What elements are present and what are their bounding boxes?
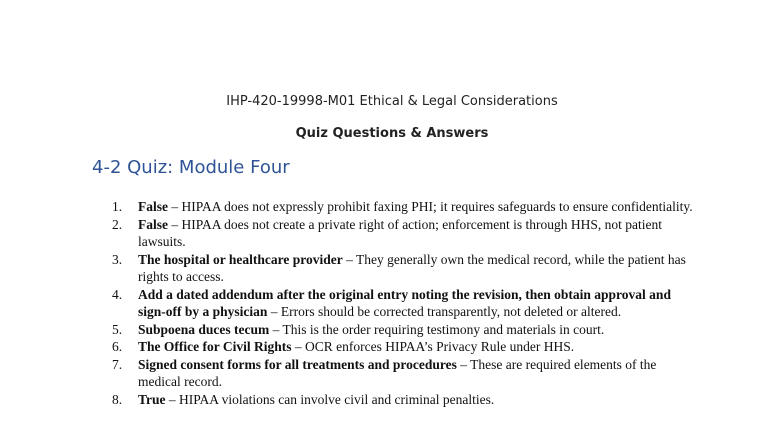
item-number: 5. [112, 321, 123, 337]
section-heading: 4-2 Quiz: Module Four [92, 157, 290, 178]
list-item [92, 391, 702, 409]
answer-key: False [138, 216, 168, 232]
answer-explanation: – HIPAA does not expressly prohibit faxing PHI; it requires safeguards to ensure confidentiality. [168, 199, 693, 214]
answer-key: Add a dated addendum after the original entry noting the revision, then obtain approval and sign-off by a physician [138, 286, 671, 319]
item-number: 1. [112, 199, 123, 214]
answer-key: Subpoena duces tecum [138, 321, 270, 337]
answer-explanation: – They generally own the medical record, while the patient has rights to access. [138, 251, 686, 284]
list-item [92, 251, 702, 286]
answer-explanation: – These are required elements of the medical record. [138, 356, 657, 389]
item-number: 7. [112, 356, 123, 372]
list-item [92, 356, 702, 391]
document-title: IHP-420-19998-M01 Ethical & Legal Considerations [226, 94, 558, 109]
item-number: 3. [112, 251, 123, 267]
answer-key: Signed consent forms for all treatments and procedures [138, 356, 457, 372]
answer-explanation: – Errors should be corrected transparently, not deleted or altered. [267, 304, 622, 319]
item-number: 6. [112, 339, 123, 354]
list-item [92, 216, 702, 251]
list-item [92, 286, 702, 321]
list-item [92, 338, 702, 356]
answer-explanation: – HIPAA does not create a private right of action; enforcement is through HHS, not patient lawsuits. [138, 216, 663, 249]
answer-key: The hospital or healthcare provider [138, 251, 343, 267]
answer-key: True [138, 391, 166, 407]
item-number: 4. [112, 286, 123, 302]
answer-explanation: – OCR enforces HIPAA’s Privacy Rule under HHS. [291, 339, 575, 354]
answer-list [92, 198, 702, 408]
item-number: 2. [112, 216, 123, 232]
document-subtitle: Quiz Questions & Answers [295, 126, 489, 141]
list-item [92, 198, 702, 216]
answer-explanation: – HIPAA violations can involve civil and criminal penalties. [165, 391, 495, 407]
answer-key: The Office for Civil Rights [138, 339, 292, 354]
answer-explanation: – This is the order requiring testimony and materials in court. [269, 321, 605, 337]
item-number: 8. [112, 391, 123, 407]
answer-key: False [138, 199, 168, 214]
list-item [92, 321, 702, 339]
